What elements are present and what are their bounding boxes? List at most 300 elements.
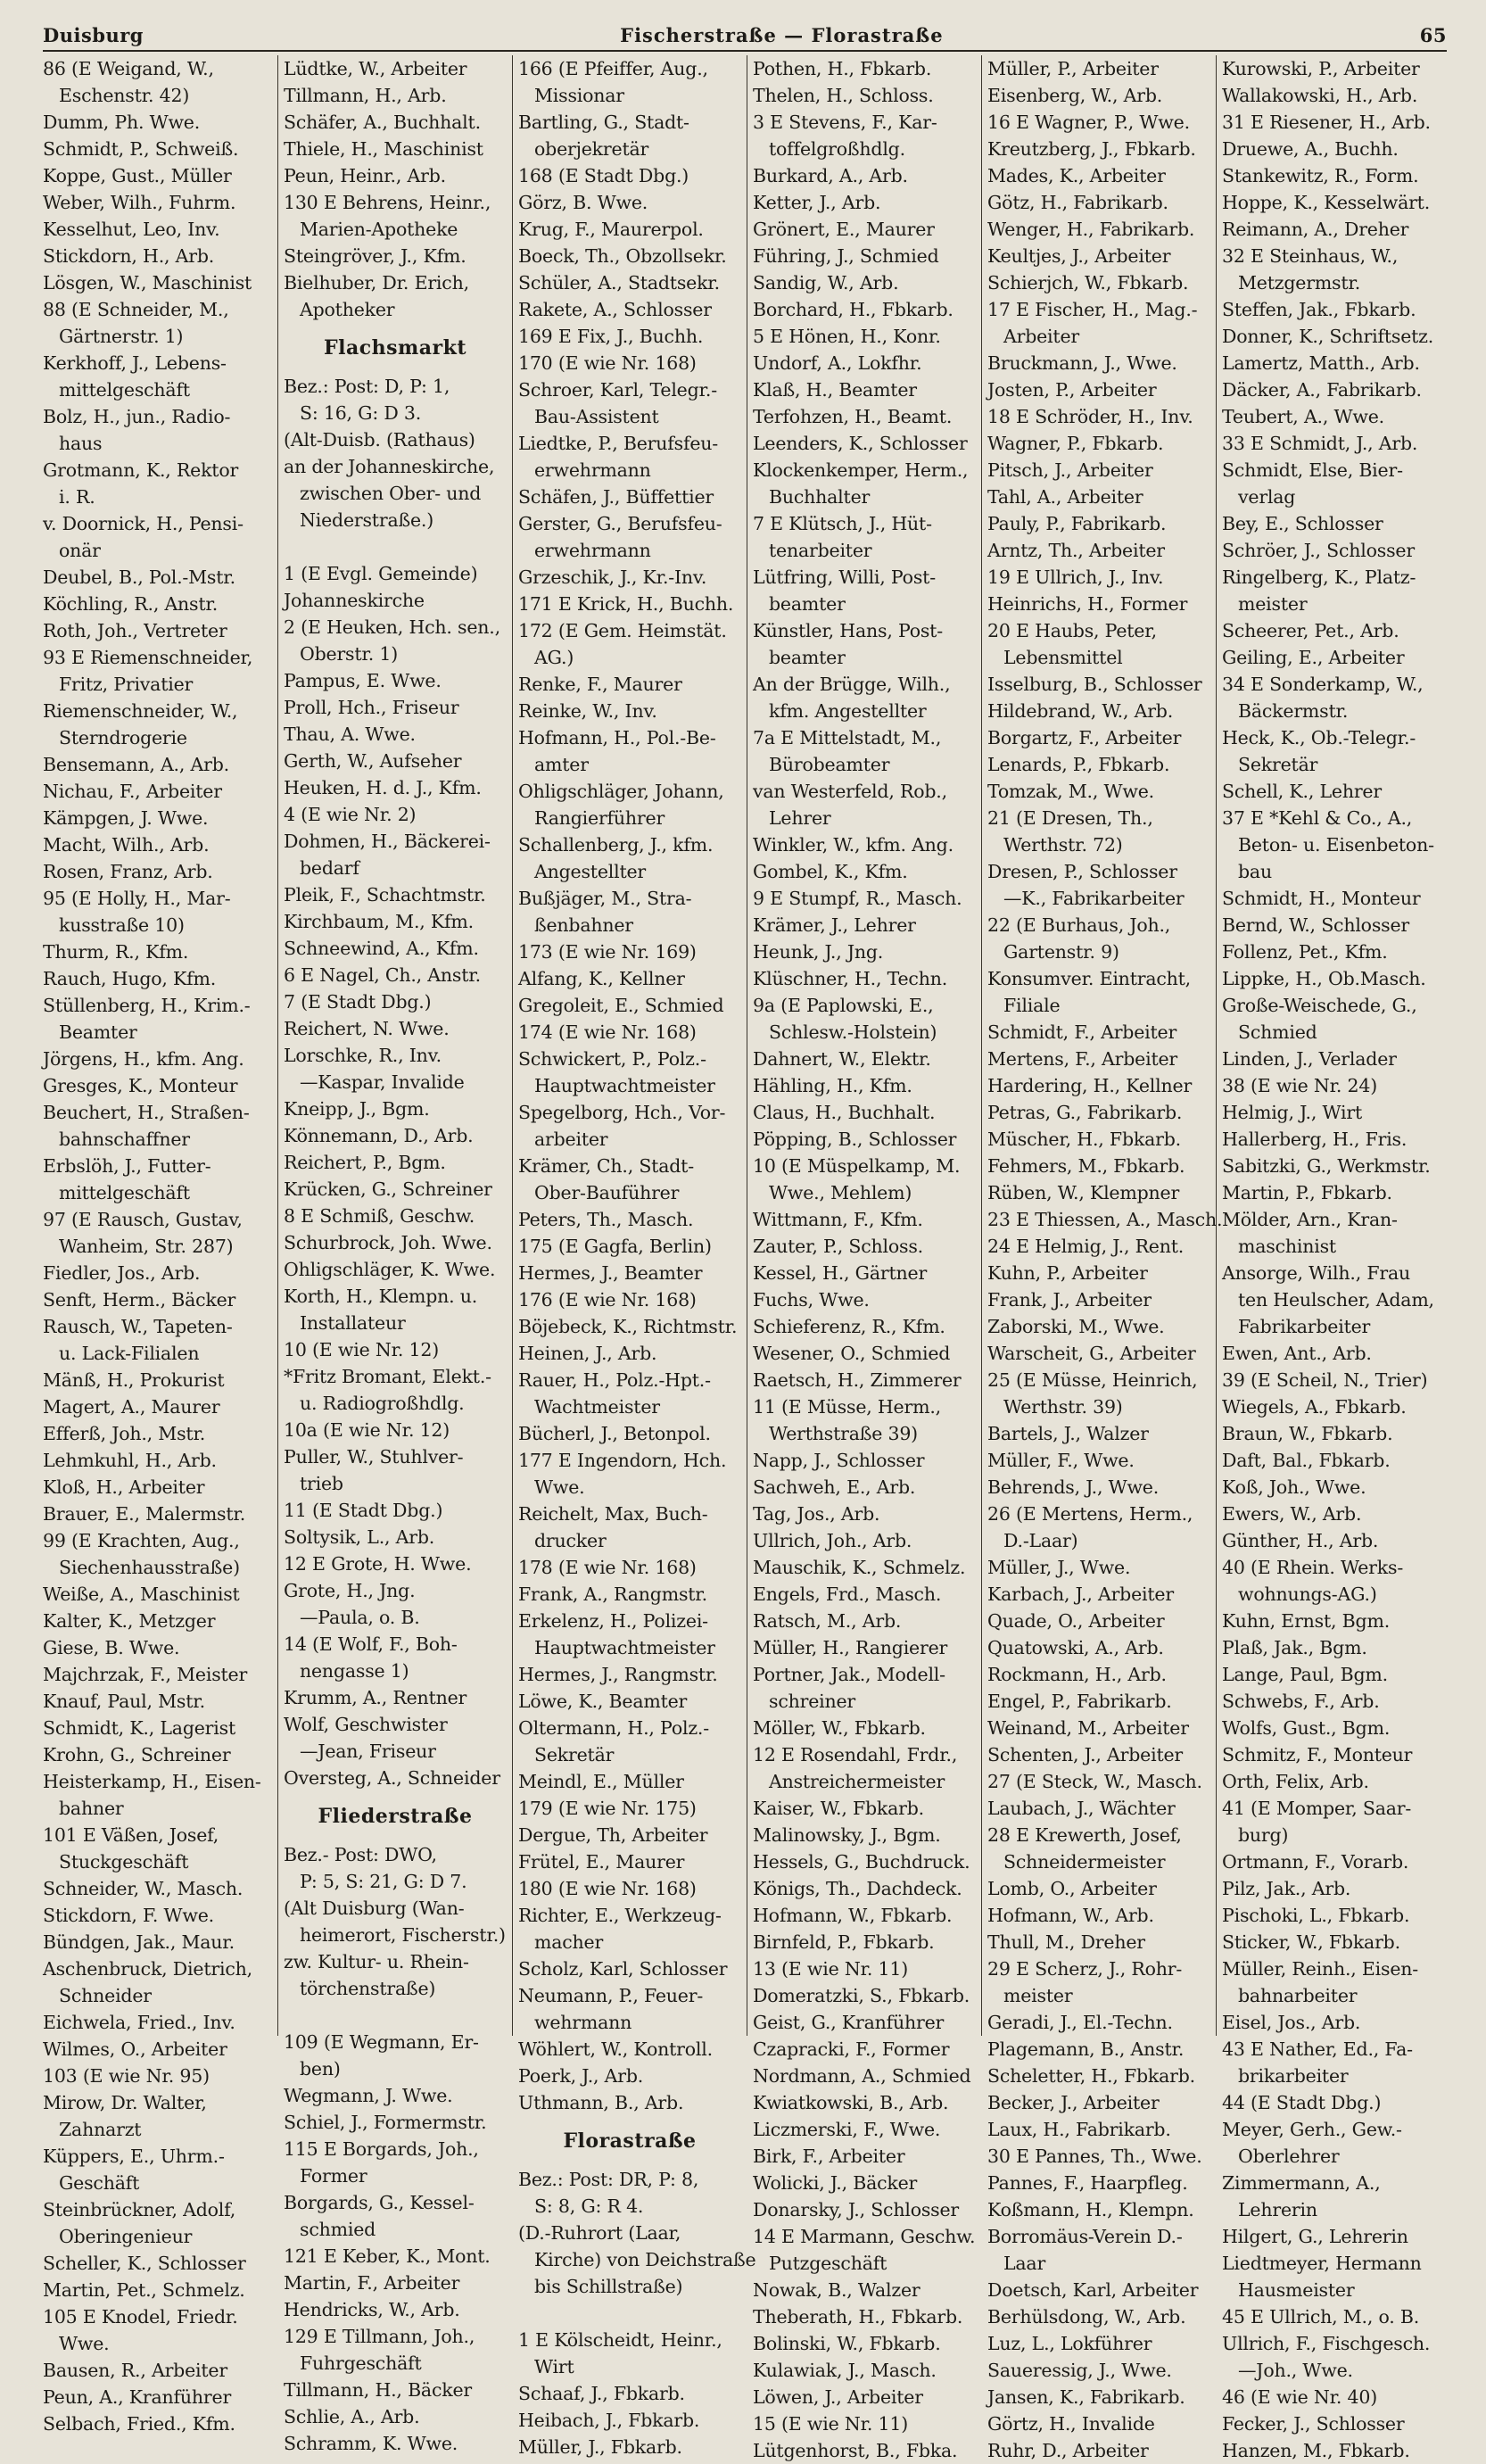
directory-entry: Frütel, E., Maurer	[518, 1851, 685, 1873]
directory-entry: Borchard, H., Fbkarb.	[753, 299, 954, 320]
directory-entry: 115 E Borgards, Joh.,	[284, 2138, 479, 2160]
directory-entry: schmied	[300, 2219, 376, 2240]
directory-entry: wehrmann	[534, 2012, 632, 2033]
directory-entry: oberjekretär	[534, 138, 649, 160]
directory-entry: Deubel, B., Pol.-Mstr.	[43, 566, 235, 588]
directory-entry: bahnarbeiter	[1238, 1985, 1358, 2006]
directory-entry: Martin, Pet., Schmelz.	[43, 2279, 245, 2301]
directory-entry: Schenten, J., Arbeiter	[987, 1744, 1184, 1765]
directory-entry: Heck, K., Ob.-Telegr.-	[1222, 727, 1416, 748]
directory-entry: Hildebrand, W., Arb.	[987, 700, 1174, 722]
directory-entry: Scheller, K., Schlosser	[43, 2253, 246, 2274]
directory-entry: 7a E Mittelstadt, M.,	[753, 727, 942, 748]
directory-entry: Nichau, F., Arbeiter	[43, 781, 222, 802]
directory-entry: Kneipp, J., Bgm.	[284, 1098, 430, 1120]
directory-entry: 93 E Riemenschneider,	[43, 647, 253, 668]
directory-entry: Bürobeamter	[769, 754, 890, 775]
directory-entry: Beamter	[59, 1021, 137, 1043]
directory-entry: Hofmann, W., Arb.	[987, 1905, 1154, 1926]
directory-entry: Josten, P., Arbeiter	[987, 379, 1157, 401]
directory-entry: Former	[300, 2165, 367, 2187]
directory-entry: 28 E Krewerth, Josef,	[987, 1824, 1182, 1846]
directory-entry: Sekretär	[534, 1744, 615, 1765]
directory-entry: erwehrmann	[534, 540, 651, 561]
directory-entry: Jansen, K., Fabrikarb.	[987, 2386, 1185, 2408]
directory-entry: Hofmann, H., Pol.-Be-	[518, 727, 716, 748]
directory-entry: Angestellter	[534, 861, 647, 882]
directory-entry: Kuhn, P., Arbeiter	[987, 1262, 1148, 1284]
directory-entry: Luz, L., Lokführer	[987, 2333, 1152, 2354]
directory-entry: Oberlehrer	[1238, 2146, 1340, 2167]
directory-entry: Pöpping, B., Schlosser	[753, 1129, 957, 1150]
directory-entry: Heuken, H. d. J., Kfm.	[284, 777, 482, 798]
directory-entry: Heibach, J., Fbkarb.	[518, 2410, 700, 2431]
directory-entry: Sekretär	[1238, 754, 1318, 775]
directory-entry: Liczmerski, F., Wwe.	[753, 2119, 941, 2140]
directory-entry: Rakete, A., Schlosser	[518, 299, 712, 320]
directory-entry: Bernd, W., Schlosser	[1222, 914, 1409, 936]
directory-entry: Erbslöh, J., Futter-	[43, 1155, 211, 1177]
directory-entry: v. Doornick, H., Pensi-	[43, 513, 244, 534]
directory-entry: zwischen Ober- und	[300, 483, 482, 504]
directory-entry: macher	[534, 1931, 604, 1953]
directory-entry: 166 (E Pfeiffer, Aug.,	[518, 58, 708, 79]
directory-entry: Roth, Joh., Vertreter	[43, 620, 227, 641]
directory-entry: Senft, Herm., Bäcker	[43, 1289, 236, 1311]
directory-entry: Wegmann, J. Wwe.	[284, 2085, 453, 2106]
directory-entry: Knauf, Paul, Mstr.	[43, 1691, 205, 1712]
directory-entry: Missionar	[534, 85, 624, 106]
directory-entry: Krohn, G., Schreiner	[43, 1744, 231, 1765]
directory-entry: 15 (E wie Nr. 11)	[753, 2413, 909, 2435]
directory-entry: Wwe.	[59, 2333, 110, 2354]
directory-entry: 39 (E Scheil, N., Trier)	[1222, 1369, 1428, 1391]
directory-entry: Koß, Joh., Wwe.	[1222, 1476, 1366, 1498]
directory-entry: Lorschke, R., Inv.	[284, 1045, 442, 1066]
directory-entry: Stickdorn, F. Wwe.	[43, 1905, 214, 1926]
spacer	[284, 533, 507, 560]
directory-entry: Keultjes, J., Arbeiter	[987, 245, 1171, 267]
directory-entry: 19 E Ullrich, J., Inv.	[987, 566, 1164, 588]
directory-entry: Bensemann, A., Arb.	[43, 754, 229, 775]
directory-entry: Domeratzki, S., Fbkarb.	[753, 1985, 970, 2006]
directory-entry: Installateur	[300, 1312, 406, 1334]
directory-entry: Müller, Reinh., Eisen-	[1222, 1958, 1418, 1980]
directory-entry: Schneewind, A., Kfm.	[284, 938, 479, 959]
directory-entry: 177 E Ingendorn, Hch.	[518, 1450, 727, 1471]
directory-entry: Müller, H., Rangierer	[753, 1637, 948, 1658]
directory-entry: Lamertz, Matth., Arb.	[1222, 352, 1420, 374]
directory-entry: Hähling, H., Kfm.	[753, 1075, 912, 1096]
directory-entry: Czapracki, F., Former	[753, 2038, 950, 2060]
directory-entry: Kuhn, Ernst, Bgm.	[1222, 1610, 1391, 1632]
directory-entry: 172 (E Gem. Heimstät.	[518, 620, 727, 641]
directory-entry: Doetsch, Karl, Arbeiter	[987, 2279, 1199, 2301]
directory-entry: Fritz, Privatier	[59, 674, 194, 695]
directory-entry: 86 (E Weigand, W.,	[43, 58, 214, 79]
directory-entry: 129 E Tillmann, Joh.,	[284, 2326, 475, 2347]
directory-entry: Sachweh, E., Arb.	[753, 1476, 916, 1498]
directory-entry: Schwebs, F., Arb.	[1222, 1691, 1380, 1712]
directory-entry: Müller, J., Fbkarb.	[518, 2436, 682, 2458]
directory-entry: Künstler, Hans, Post-	[753, 620, 943, 641]
directory-entry: Boeck, Th., Obzollsekr.	[518, 245, 727, 267]
directory-entry: Schmidt, P., Schweiß.	[43, 138, 239, 160]
directory-entry: 178 (E wie Nr. 168)	[518, 1557, 697, 1578]
directory-entry: Schneider	[59, 1985, 152, 2006]
directory-entry: Heunk, J., Jng.	[753, 941, 884, 963]
directory-entry: Rauch, Hugo, Kfm.	[43, 968, 217, 989]
column-4	[747, 55, 981, 2461]
directory-entry: Lösgen, W., Maschinist	[43, 272, 252, 294]
directory-entry: Gärtnerstr. 1)	[59, 326, 184, 347]
directory-entry: Rüben, W., Klempner	[987, 1182, 1180, 1203]
directory-entry: Eisenberg, W., Arb.	[987, 85, 1163, 106]
spacer	[518, 2300, 741, 2327]
directory-entry: Stickdorn, H., Arb.	[43, 245, 215, 267]
directory-entry: Geradi, J., El.-Techn.	[987, 2012, 1173, 2033]
directory-entry: burg)	[1238, 1824, 1289, 1846]
directory-entry: 21 (E Dresen, Th.,	[987, 807, 1153, 829]
directory-entry: Scheletter, H., Fbkarb.	[987, 2065, 1195, 2087]
directory-entry: Birk, F., Arbeiter	[753, 2146, 905, 2167]
directory-entry: Ortmann, F., Vorarb.	[1222, 1851, 1409, 1873]
directory-entry: Zauter, P., Schloss.	[753, 1236, 923, 1257]
directory-entry: u. Lack-Filialen	[59, 1343, 200, 1364]
directory-entry: Wiegels, A., Fbkarb.	[1222, 1396, 1407, 1418]
directory-entry: haus	[59, 433, 103, 454]
directory-entry: Oberingenieur	[59, 2226, 193, 2247]
directory-entry: beamter	[769, 593, 846, 615]
directory-entry: schreiner	[769, 1691, 856, 1712]
directory-entry: Aschenbruck, Dietrich,	[43, 1958, 252, 1980]
directory-entry: 11 (E Müsse, Herm.,	[753, 1396, 941, 1418]
directory-entry: Müller, F., Wwe.	[987, 1450, 1135, 1471]
directory-entry: Zimmermann, A.,	[1222, 2172, 1381, 2194]
directory-entry: Rosen, Franz, Arb.	[43, 861, 213, 882]
directory-entry: bis Schillstraße)	[534, 2276, 683, 2297]
directory-entry: Werthstraße 39)	[769, 1423, 918, 1444]
page-header	[43, 5, 1447, 52]
directory-entry: 45 E Ullrich, M., o. B.	[1222, 2306, 1420, 2328]
directory-entry: Tag, Jos., Arb.	[753, 1503, 880, 1525]
directory-entry: Grotmann, K., Rektor	[43, 459, 239, 481]
directory-entry: Ullrich, F., Fischgesch.	[1222, 2333, 1431, 2354]
directory-entry: Bolinski, W., Fbkarb.	[753, 2333, 941, 2354]
directory-entry: 44 (E Stadt Dbg.)	[1222, 2092, 1382, 2113]
directory-entry: Dohmen, H., Bäckerei-	[284, 831, 491, 852]
directory-entry: Alfang, K., Kellner	[518, 968, 685, 989]
directory-entry: P: 5, S: 21, G: D 7.	[300, 1871, 467, 1892]
directory-entry: 14 E Marmann, Geschw.	[753, 2226, 976, 2247]
directory-entry: Könnemann, D., Arb.	[284, 1125, 474, 1146]
directory-entry: 34 E Sonderkamp, W.,	[1222, 674, 1424, 695]
directory-entry: 6 E Nagel, Ch., Anstr.	[284, 964, 481, 986]
directory-entry: Rangierführer	[534, 807, 665, 829]
directory-entry: Bartling, G., Stadt-	[518, 112, 689, 133]
directory-entry: Bau-Assistent	[534, 406, 659, 427]
directory-entry: 179 (E wie Nr. 175)	[518, 1798, 697, 1819]
directory-entry: Warscheit, G., Arbeiter	[987, 1343, 1196, 1364]
directory-entry: Poerk, J., Arb.	[518, 2065, 644, 2087]
directory-entry: Apotheker	[300, 299, 395, 320]
directory-entry: 26 (E Mertens, Herm.,	[987, 1503, 1193, 1525]
directory-entry: beamter	[769, 647, 846, 668]
directory-entry: Götz, H., Fabrikarb.	[987, 192, 1168, 213]
directory-entry: Jörgens, H., kfm. Ang.	[43, 1048, 244, 1070]
header-street-range: Fischerstraße — Florastraße	[620, 24, 944, 46]
directory-entry: Fuhrgeschäft	[300, 2352, 422, 2374]
directory-entry: Dergue, Th, Arbeiter	[518, 1824, 708, 1846]
directory-entry: 12 E Rosendahl, Frdr.,	[753, 1744, 958, 1765]
directory-entry: —Kaspar, Invalide	[300, 1071, 465, 1093]
directory-entry: Schroer, Karl, Telegr.-	[518, 379, 717, 401]
directory-entry: Schmidt, K., Lagerist	[43, 1717, 235, 1739]
directory-entry: 103 (E wie Nr. 95)	[43, 2065, 210, 2087]
directory-entry: Rausch, W., Tapeten-	[43, 1316, 233, 1337]
directory-entry: Böjebeck, K., Richtmstr.	[518, 1316, 738, 1337]
directory-entry: Pleik, F., Schachtmstr.	[284, 884, 486, 905]
directory-entry: 18 E Schröder, H., Inv.	[987, 406, 1193, 427]
directory-entry: 32 E Steinhaus, W.,	[1222, 245, 1399, 267]
directory-entry: Ewen, Ant., Arb.	[1222, 1343, 1372, 1364]
directory-entry: Wilmes, O., Arbeiter	[43, 2038, 227, 2060]
directory-entry: 2 (E Heuken, Hch. sen.,	[284, 616, 500, 638]
directory-entry: Birnfeld, P., Fbkarb.	[753, 1931, 935, 1953]
directory-entry: Burkard, A., Arb.	[753, 165, 908, 186]
directory-entry: Beuchert, H., Straßen-	[43, 1102, 250, 1123]
directory-entry: S: 16, G: D 3.	[300, 402, 422, 424]
directory-entry: *Fritz Bromant, Elekt.-	[284, 1366, 491, 1387]
directory-entry: Mertens, F., Arbeiter	[987, 1048, 1178, 1070]
directory-entry: Becker, J., Arbeiter	[987, 2092, 1160, 2113]
directory-entry: Schieferenz, R., Kfm.	[753, 1316, 945, 1337]
directory-entry: Selbach, Fried., Kfm.	[43, 2413, 235, 2435]
directory-entry: Renke, F., Maurer	[518, 674, 682, 695]
directory-entry: Laar	[1003, 2253, 1046, 2274]
directory-entry: Quade, O., Arbeiter	[987, 1610, 1165, 1632]
directory-entry: Reimann, A., Dreher	[1222, 219, 1409, 240]
directory-entry: Wittmann, F., Kfm.	[753, 1209, 923, 1230]
directory-entry: Kloß, H., Arbeiter	[43, 1476, 205, 1498]
street-heading: Florastraße	[563, 2129, 697, 2153]
directory-entry: Peters, Th., Masch.	[518, 1209, 694, 1230]
directory-entry: Krämer, J., Lehrer	[753, 914, 916, 936]
directory-entry: 20 E Haubs, Peter,	[987, 620, 1157, 641]
directory-entry: Kwiatkowski, B., Arb.	[753, 2092, 949, 2113]
directory-entry: Donarsky, J., Schlosser	[753, 2199, 960, 2220]
directory-entry: Pothen, H., Fbkarb.	[753, 58, 932, 79]
directory-entry: Druewe, A., Buchh.	[1222, 138, 1399, 160]
directory-entry: Mauschik, K., Schmelz.	[753, 1557, 966, 1578]
directory-entry: —Jean, Friseur	[300, 1741, 436, 1762]
directory-entry: 1 (E Evgl. Gemeinde)	[284, 563, 478, 584]
directory-entry: Lehmkuhl, H., Arb.	[43, 1450, 217, 1471]
directory-entry: Krumm, A., Rentner	[284, 1687, 467, 1708]
directory-entry: erwehrmann	[534, 459, 651, 481]
directory-entry: toffelgroßhdlg.	[769, 138, 905, 160]
directory-entry: Lütgenhorst, B., Fbka.	[753, 2440, 958, 2461]
directory-entry: Lange, Paul, Bgm.	[1222, 1664, 1388, 1685]
directory-entry: Reinke, W., Inv.	[518, 700, 657, 722]
directory-entry: Reichert, N. Wwe.	[284, 1018, 450, 1039]
directory-entry: Stüllenberg, H., Krim.-	[43, 995, 251, 1016]
directory-entry: 9a (E Paplowski, E.,	[753, 995, 934, 1016]
directory-entry: Ewers, W., Arb.	[1222, 1503, 1362, 1525]
directory-entry: Wallakowski, H., Arb.	[1222, 85, 1418, 106]
directory-entry: Thull, M., Dreher	[987, 1931, 1145, 1953]
directory-entry: Däcker, A., Fabrikarb.	[1222, 379, 1422, 401]
column-1	[43, 55, 277, 2435]
directory-entry: Steffen, Jak., Fbkarb.	[1222, 299, 1416, 320]
directory-entry: 88 (E Schneider, M.,	[43, 299, 229, 320]
directory-entry: kusstraße 10)	[59, 914, 185, 936]
directory-entry: heimerort, Fischerstr.)	[300, 1924, 506, 1946]
directory-entry: Peun, A., Kranführer	[43, 2386, 232, 2408]
directory-entry: Bruckmann, J., Wwe.	[987, 352, 1177, 374]
directory-entry: Werthstr. 72)	[1003, 834, 1123, 856]
directory-entry: Meyer, Gerh., Gew.-	[1222, 2119, 1402, 2140]
directory-entry: Hanzen, M., Fbkarb.	[1222, 2440, 1410, 2461]
directory-entry: Thurm, R., Kfm.	[43, 941, 189, 963]
directory-entry: AG.)	[534, 647, 574, 668]
directory-entry: Filiale	[1003, 995, 1061, 1016]
directory-entry: Mänß, H., Prokurist	[43, 1369, 225, 1391]
directory-entry: Tahl, A., Arbeiter	[987, 486, 1143, 508]
spacer	[284, 2002, 507, 2029]
directory-entry: Schiel, J., Formermstr.	[284, 2112, 487, 2133]
directory-entry: bahnschaffner	[59, 1129, 190, 1150]
directory-entry: Köchling, R., Anstr.	[43, 593, 219, 615]
directory-entry: Wwe., Mehlem)	[769, 1182, 912, 1203]
directory-entry: Kurowski, P., Arbeiter	[1222, 58, 1420, 79]
directory-entry: Proll, Hch., Friseur	[284, 697, 459, 718]
directory-entry: Liedtmeyer, Hermann	[1222, 2253, 1422, 2274]
directory-entry: 109 (E Wegmann, Er-	[284, 2031, 479, 2053]
directory-entry: Claus, H., Buchhalt.	[753, 1102, 936, 1123]
directory-entry: Kerkhoff, J., Lebens-	[43, 352, 227, 374]
directory-entry: Puller, W., Stuhlver-	[284, 1446, 464, 1468]
directory-entry: Zahnarzt	[59, 2119, 142, 2140]
directory-entry: Oltermann, H., Polz.-	[518, 1717, 709, 1739]
directory-entry: Werthstr. 39)	[1003, 1396, 1123, 1418]
directory-entry: Neumann, P., Feuer-	[518, 1985, 704, 2006]
directory-entry: Thiele, H., Maschinist	[284, 138, 483, 160]
directory-entry: Nowak, B., Walzer	[753, 2279, 920, 2301]
directory-entry: Schramm, K. Wwe.	[284, 2433, 458, 2454]
directory-entry: Stankewitz, R., Form.	[1222, 165, 1419, 186]
directory-entry: onär	[59, 540, 101, 561]
column-3	[512, 55, 756, 2458]
directory-entry: ßenbahner	[534, 914, 633, 936]
street-heading: Flachsmarkt	[323, 336, 467, 360]
directory-entry: Schlie, A., Arb.	[284, 2406, 420, 2427]
directory-entry: Raetsch, H., Zimmerer	[753, 1369, 962, 1391]
directory-entry: Müller, J., Wwe.	[987, 1557, 1131, 1578]
directory-entry: 14 (E Wolf, F., Boh-	[284, 1633, 458, 1655]
directory-entry: Laubach, J., Wächter	[987, 1798, 1176, 1819]
directory-entry: 99 (E Krachten, Aug.,	[43, 1530, 240, 1551]
directory-entry: 46 (E wie Nr. 40)	[1222, 2386, 1378, 2408]
directory-entry: —Joh., Wwe.	[1238, 2360, 1353, 2381]
directory-entry: Klüschner, H., Techn.	[753, 968, 948, 989]
directory-entry: van Westerfeld, Rob.,	[753, 781, 947, 802]
directory-entry: Reichelt, Max, Buch-	[518, 1503, 708, 1525]
directory-entry: Fiedler, Jos., Arb.	[43, 1262, 201, 1284]
directory-entry: Weinand, M., Arbeiter	[987, 1717, 1189, 1739]
directory-entry: Krämer, Ch., Stadt-	[518, 1155, 694, 1177]
directory-entry: Wanheim, Str. 287)	[59, 1236, 234, 1257]
directory-entry: 24 E Helmig, J., Rent.	[987, 1236, 1185, 1257]
directory-entry: Nordmann, A., Schmied	[753, 2065, 971, 2087]
directory-entry: bedarf	[300, 857, 359, 879]
directory-entry: Lomb, O., Arbeiter	[987, 1878, 1157, 1899]
directory-entry: Gregoleit, E., Schmied	[518, 995, 724, 1016]
directory-entry: Mölder, Arn., Kran-	[1222, 1209, 1398, 1230]
directory-entry: Grote, H., Jng.	[284, 1580, 416, 1601]
directory-entry: Plagemann, B., Anstr.	[987, 2038, 1185, 2060]
directory-entry: tenarbeiter	[769, 540, 872, 561]
directory-entry: Marien-Apotheke	[300, 219, 458, 240]
directory-entry: Geist, G., Kranführer	[753, 2012, 945, 2033]
directory-entry: 173 (E wie Nr. 169)	[518, 941, 697, 963]
directory-entry: Borgartz, F., Arbeiter	[987, 727, 1182, 748]
page-number: 65	[1419, 24, 1447, 46]
directory-entry: 22 (E Burhaus, Joh.,	[987, 914, 1171, 936]
directory-entry: Rockmann, H., Arb.	[987, 1664, 1167, 1685]
directory-entry: Undorf, A., Lokfhr.	[753, 352, 922, 374]
directory-entry: Geschäft	[59, 2172, 140, 2194]
directory-entry: Borromäus-Verein D.-	[987, 2226, 1183, 2247]
directory-entry: Plaß, Jak., Bgm.	[1222, 1637, 1367, 1658]
directory-entry: 41 (E Momper, Saar-	[1222, 1798, 1412, 1819]
directory-entry: Hilgert, G., Lehrerin	[1222, 2226, 1408, 2247]
directory-entry: S: 8, G: R 4.	[534, 2195, 644, 2217]
directory-entry: Martin, F., Arbeiter	[284, 2272, 460, 2294]
directory-entry: Müscher, H., Fbkarb.	[987, 1129, 1181, 1150]
directory-entry: Isselburg, B., Schlosser	[987, 674, 1202, 695]
directory-entry: Weiße, A., Maschinist	[43, 1583, 240, 1605]
directory-entry: Schröer, J., Schlosser	[1222, 540, 1415, 561]
directory-entry: Leenders, K., Schlosser	[753, 433, 968, 454]
directory-entry: 17 E Fischer, H., Mag.-	[987, 299, 1198, 320]
directory-entry: Günther, H., Arb.	[1222, 1530, 1379, 1551]
directory-entry: Pischoki, L., Fbkarb.	[1222, 1905, 1410, 1926]
directory-entry: Tillmann, H., Arb.	[284, 85, 447, 106]
directory-entry: Dahnert, W., Elektr.	[753, 1048, 931, 1070]
directory-entry: 43 E Nather, Ed., Fa-	[1222, 2038, 1413, 2060]
directory-entry: Kaiser, W., Fbkarb.	[753, 1798, 924, 1819]
directory-entry: Hendricks, W., Arb.	[284, 2299, 460, 2320]
directory-entry: Führing, J., Schmied	[753, 245, 939, 267]
directory-entry: Wolicki, J., Bäcker	[753, 2172, 918, 2194]
directory-entry: 7 E Klütsch, J., Hüt-	[753, 513, 932, 534]
directory-entry: 168 (E Stadt Dbg.)	[518, 165, 689, 186]
directory-entry: Bielhuber, Dr. Erich,	[284, 272, 469, 294]
directory-entry: Lenards, P., Fbkarb.	[987, 754, 1170, 775]
directory-entry: Sterndrogerie	[59, 727, 187, 748]
directory-entry: Schäfer, A., Buchhalt.	[284, 112, 481, 133]
directory-entry: D.-Laar)	[1003, 1530, 1078, 1551]
directory-entry: Schmidt, H., Monteur	[1222, 888, 1421, 909]
directory-entry: Korth, H., Klempn. u.	[284, 1286, 478, 1307]
directory-entry: Frank, A., Rangmstr.	[518, 1583, 707, 1605]
directory-entry: Metzgermstr.	[1238, 272, 1361, 294]
directory-entry: bahner	[59, 1798, 124, 1819]
directory-entry: Klaß, H., Beamter	[753, 379, 917, 401]
directory-entry: Majchrzak, F., Meister	[43, 1664, 248, 1685]
directory-entry: 37 E *Kehl & Co., A.,	[1222, 807, 1413, 829]
